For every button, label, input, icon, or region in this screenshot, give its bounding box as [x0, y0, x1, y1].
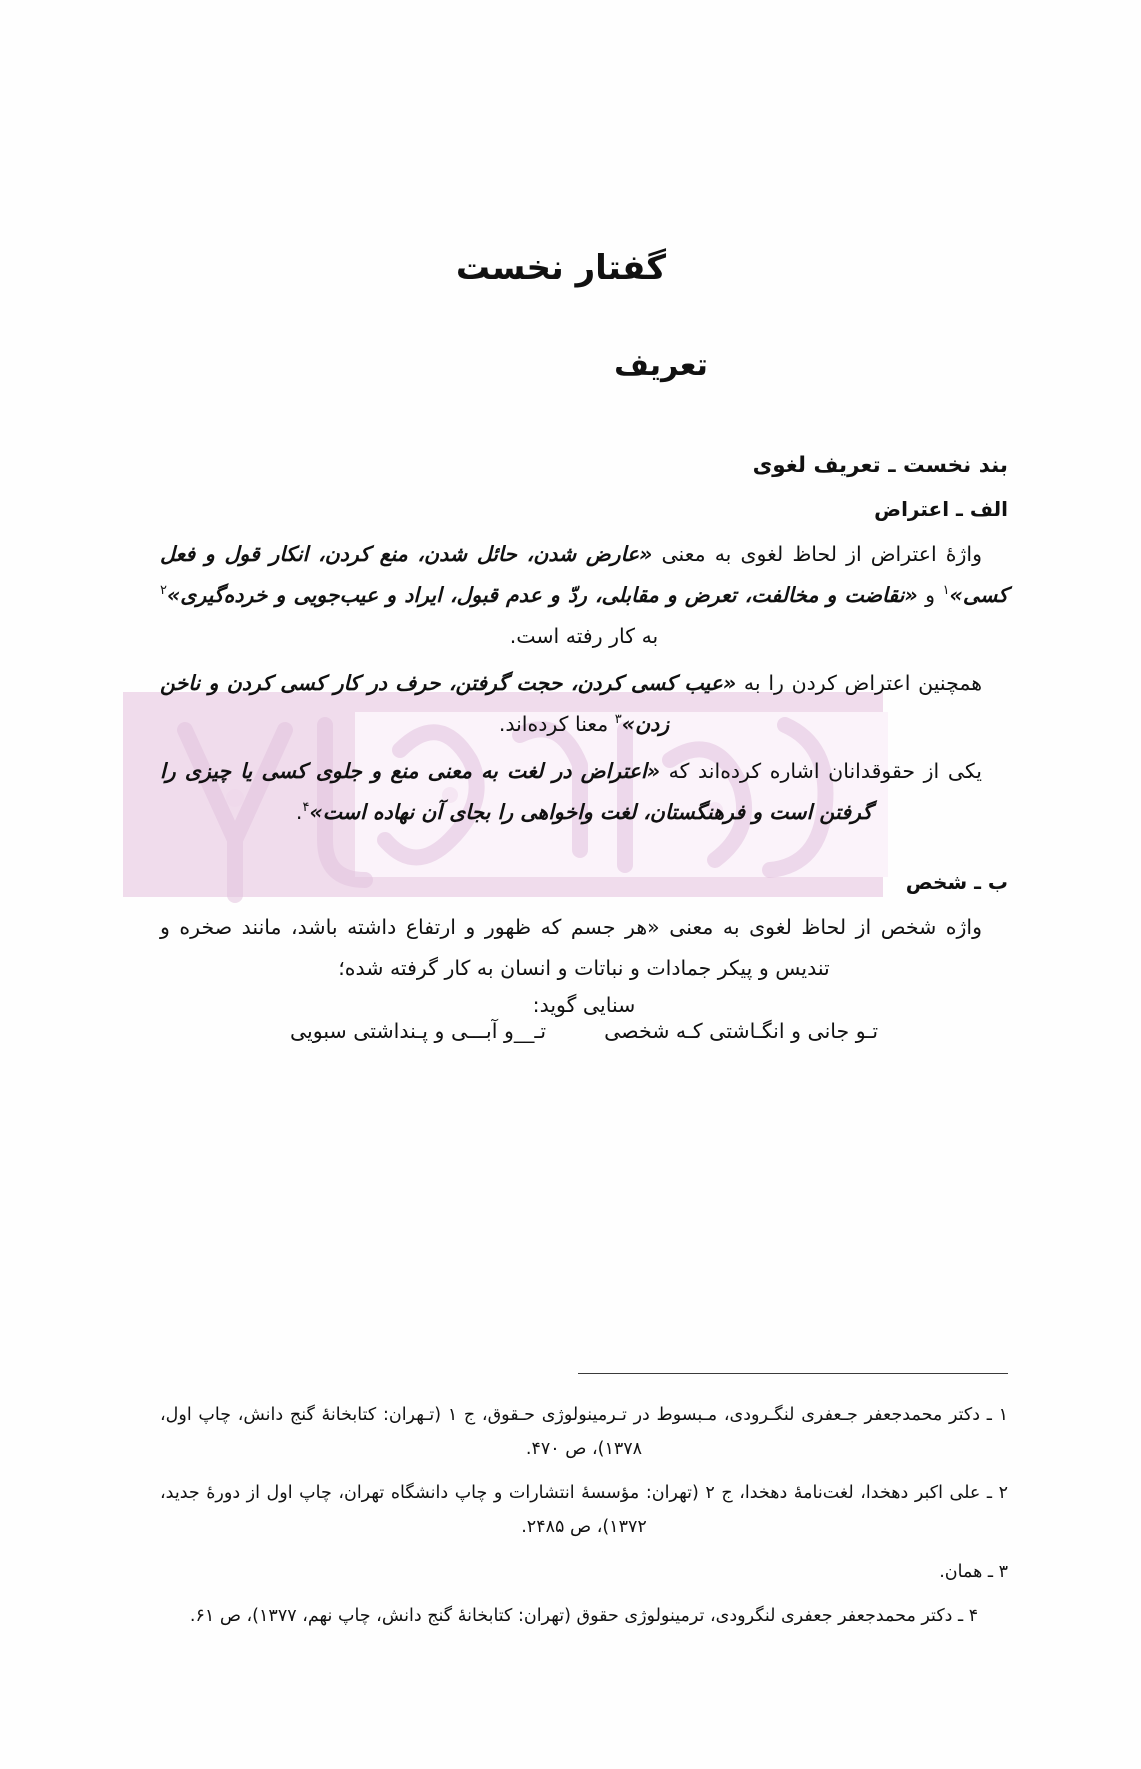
- section-heading-band-one: بند نخست ـ تعریف لغوی: [752, 453, 1008, 478]
- paragraph-etraz-second: [160, 663, 1008, 745]
- chapter-heading: گفتار نخست: [455, 248, 667, 288]
- quoted-definition-one: «عارض شدن، حائل شدن، منع کردن، انکار قول و فعل کسی»: [160, 542, 1009, 608]
- quoted-definition-three: «عیب کسی کردن، حجت گرفتن، حرف در کار کسی کردن و ناخن زدن»: [160, 671, 737, 737]
- poem-verse: [160, 1019, 1008, 1043]
- footnote-list: [160, 1398, 1008, 1643]
- page-title: تعریف: [614, 348, 708, 383]
- paragraph-text-part: به کار رفته است.: [509, 624, 659, 649]
- footnote-marker-2: ۲: [160, 583, 167, 599]
- paragraph-text-part: .: [295, 800, 303, 825]
- paragraph-etraz-lexical: [160, 534, 1008, 657]
- paragraph-text-part: واژه شخص از لحاظ لغوی به معنی: [659, 915, 983, 940]
- subsection-heading-alef: الف ـ اعتراض: [874, 497, 1008, 522]
- body-text-block: [160, 450, 1008, 1043]
- paragraph-text-part: معنا کرده‌اند.: [498, 712, 615, 737]
- quoted-definition-five: «هر جسم که ظهور و ارتفاع داشته باشد، مانند صخره و تندیس و پیکر جمادات و نباتات و انسان به کار گرفته شده؛: [160, 915, 830, 981]
- footnote-marker-3: ۳: [614, 712, 622, 728]
- poem-attribution: سنایی گوید:: [532, 993, 636, 1018]
- paragraph-jurist-opinion: [160, 751, 1008, 833]
- paragraph-text-part: همچنین اعتراض کردن را به: [736, 671, 982, 696]
- subsection-heading-beh: ب ـ شخص: [905, 870, 1008, 895]
- quoted-definition-two: «نقاضت و مخالفت، تعرض و مقابلی، ردّ و عدم قبول، ایراد و عیب‌جویی و خرده‌گیری»: [166, 583, 918, 608]
- quoted-definition-four: «اعتراض در لغت به معنی منع و جلوی کسی یا چیزی را گرفتن است و فرهنگستان، لغت واخواهی را بجای آن نهاده است»: [160, 759, 873, 825]
- paragraph-shakhs-lexical: [160, 907, 1008, 989]
- footnote-item: ۳ ـ همان.: [939, 1561, 1008, 1582]
- footnote-item: ۱ ـ دکتر محمدجعفر جـعفری لنگـرودی، مـبسوط در تـرمینولوژی حـقوق، ج ۱ (تـهران: کتابخانهٔ گنج دانش، چاپ اول، ۱۳۷۸)، ص ۴۷۰.: [160, 1405, 1008, 1460]
- footnote-marker-4: ۴: [302, 800, 310, 816]
- paragraph-text-part: واژهٔ اعتراض از لحاظ لغوی به معنی: [652, 542, 982, 567]
- paragraph-text-part: و: [917, 583, 943, 608]
- poem-hemistich-right: تـو جانی و انگـاشتی کـه شخصی: [604, 1019, 879, 1044]
- footnote-separator-rule: [578, 1373, 1008, 1374]
- paragraph-text-part: یکی از حقوقدانان اشاره کرده‌اند که: [660, 759, 982, 784]
- footnote-item: ۲ ـ علی اکبر دهخدا، لغت‌نامهٔ دهخدا، ج ۲ (تهران: مؤسسهٔ انتشارات و چاپ دانشگاه تهران، چاپ اول از دورهٔ جدید، ۱۳۷۲)، ص ۲۴۸۵.: [160, 1483, 1008, 1538]
- poem-hemistich-left: تـ__و آبـــی و پـنداشتی سبویی: [289, 1019, 547, 1044]
- footnote-marker-1: ۱: [942, 583, 950, 599]
- footnote-item: ۴ ـ دکتر محمدجعفر جعفری لنگرودی، ترمینولوژی حقوق (تهران: کتابخانهٔ گنج دانش، چاپ نهم، ۱۳۷۷)، ص ۶۱.: [189, 1605, 979, 1626]
